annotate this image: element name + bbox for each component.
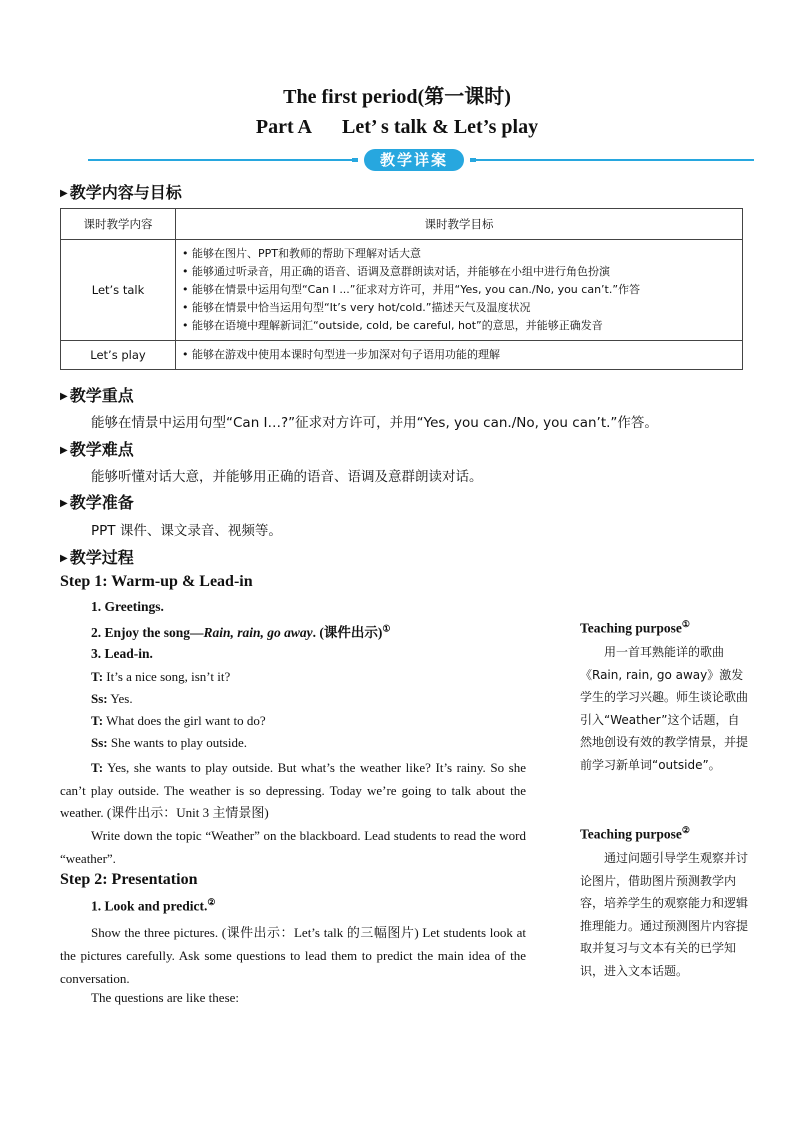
speaker: T: [91,713,104,728]
item1-text: 1. Look and predict. [91,898,208,914]
difficulties-text: 能够听懂对话大意，并能够用正确的语音、语调及意群朗读对话。 [91,469,483,485]
table-row [61,341,743,370]
banner-label: 教学详案 [364,149,464,171]
footnote-marker: ① [382,623,391,634]
goal-item: • 能够在情景中恰当运用句型“It’s very hot/cold.”描述天气及温度状况 [182,301,531,314]
section-label: 教学准备 [69,493,134,512]
line-text: Yes. [110,691,133,706]
goal-item: • 能够在游戏中使用本课时句型进一步加深对句子语用功能的理解 [182,348,500,361]
heading-text: Teaching purpose [580,826,682,842]
banner [352,149,476,171]
teacher-long-line [60,757,526,825]
preparation-text: PPT 课件、课文录音、视频等。 [91,523,282,539]
line-text: Yes, she wants to play outside. But what’s the weather like? It’s rainy. So she can’t play outside. The weather is so depressing. Today we’re going to talk about the weather. (课件出示：Unit 3 主情景图) [60,760,526,820]
section-label: 教学过程 [69,548,134,567]
goals-table [60,208,743,370]
write-down-text: Write down the topic “Weather” on the blackboard. Lead students to read the word “weather”. [60,828,526,866]
subtitle-part: Part A [255,116,312,138]
footnote-marker: ② [681,825,690,835]
speaker: Ss: [91,735,108,750]
step2-title: Step 2: Presentation [60,871,198,888]
speaker: Ss: [91,691,108,706]
dialog-line [91,713,266,729]
section-process [60,545,134,568]
goal-item: • 能够在图片、PPT和教师的帮助下理解对话大意 [182,247,421,260]
table-header-content: 课时教学内容 [61,209,176,240]
section-preparation [60,490,134,513]
section-label: 教学内容与目标 [69,183,182,202]
sidebar-heading [580,619,690,637]
triangle-icon: ▶ [60,553,68,564]
footnote-marker: ① [681,619,690,629]
section-label: 教学重点 [69,386,134,405]
dialog-line [91,669,230,685]
triangle-icon: ▶ [60,391,68,402]
dialog-line [91,735,247,751]
section-content-goals [60,180,182,203]
sidebar-text: 用一首耳熟能详的歌曲《Rain, rain, go away》激发学生的学习兴趣。师生谈论歌曲引入“Weather”这个话题，自然地创设有效的教学情景，并提前学习新单词“outside”。 [580,645,749,772]
table-header-goals: 课时教学目标 [176,209,743,240]
triangle-icon: ▶ [60,498,68,509]
footnote-marker: ② [207,897,216,907]
subtitle-lesson: Let’ s talk & Let’s play [342,116,539,138]
song-title: Rain, rain, go away [203,625,313,640]
dialog-line [91,691,133,707]
sidebar-text: 通过问题引导学生观察并讨论图片，借助图片预测教学内容，培养学生的观察能力和逻辑推理能力。通过预测图片内容提取并复习与文本有关的已学知识，进入文本话题。 [580,851,749,978]
line-text: It’s a nice song, isn’t it? [106,669,231,684]
goal-item: • 能够通过听录音，用正确的语音、语调及意群朗读对话，并能够在小组中进行角色扮演 [182,265,610,278]
section-label: 教学难点 [69,440,134,459]
table-row [61,240,743,341]
table-cell-content: Let’s play [61,341,176,370]
table-cell-content: Let’s talk [61,240,176,341]
line-text: She wants to play outside. [110,735,248,750]
sidebar-heading [580,825,690,843]
speaker: T: [91,760,104,775]
item2-suffix: . (课件出示) [312,625,383,640]
step1-item1: 1. Greetings. [91,599,164,614]
section-key-points [60,383,134,406]
speaker: T: [91,669,104,684]
item2-prefix: 2. Enjoy the song— [91,625,204,640]
step2-para1: Show the three pictures. (课件出示：Let’s talk 的三幅图片) Let students look at the pictures carefully. Ask some questions to lead them to predict the main idea of the conversation. [60,925,526,986]
page-title: The first period(第一课时) [283,86,511,108]
triangle-icon: ▶ [60,188,68,199]
goal-item: • 能够在语境中理解新词汇“outside, cold, be careful, hot”的意思，并能够正确发音 [182,319,603,332]
table-cell-goals [176,240,743,341]
step1-item3: 3. Lead-in. [91,646,153,661]
page-subtitle [0,116,794,139]
step1-title: Step 1: Warm-up & Lead-in [60,573,253,590]
heading-text: Teaching purpose [580,620,682,636]
step1-item2 [91,621,391,641]
key-points-text: 能够在情景中运用句型“Can I…?”征求对方许可，并用“Yes, you can./No, you can’t.”作答。 [91,415,658,431]
goal-item: • 能够在情景中运用句型“Can I ...”征求对方许可，并用“Yes, you can./No, you can’t.”作答 [182,283,641,296]
line-text: What does the girl want to do? [106,713,266,728]
triangle-icon: ▶ [60,445,68,456]
step2-item1 [91,897,215,915]
table-cell-goals [176,341,743,370]
step2-para2: The questions are like these: [91,990,240,1005]
section-difficulties [60,437,134,460]
